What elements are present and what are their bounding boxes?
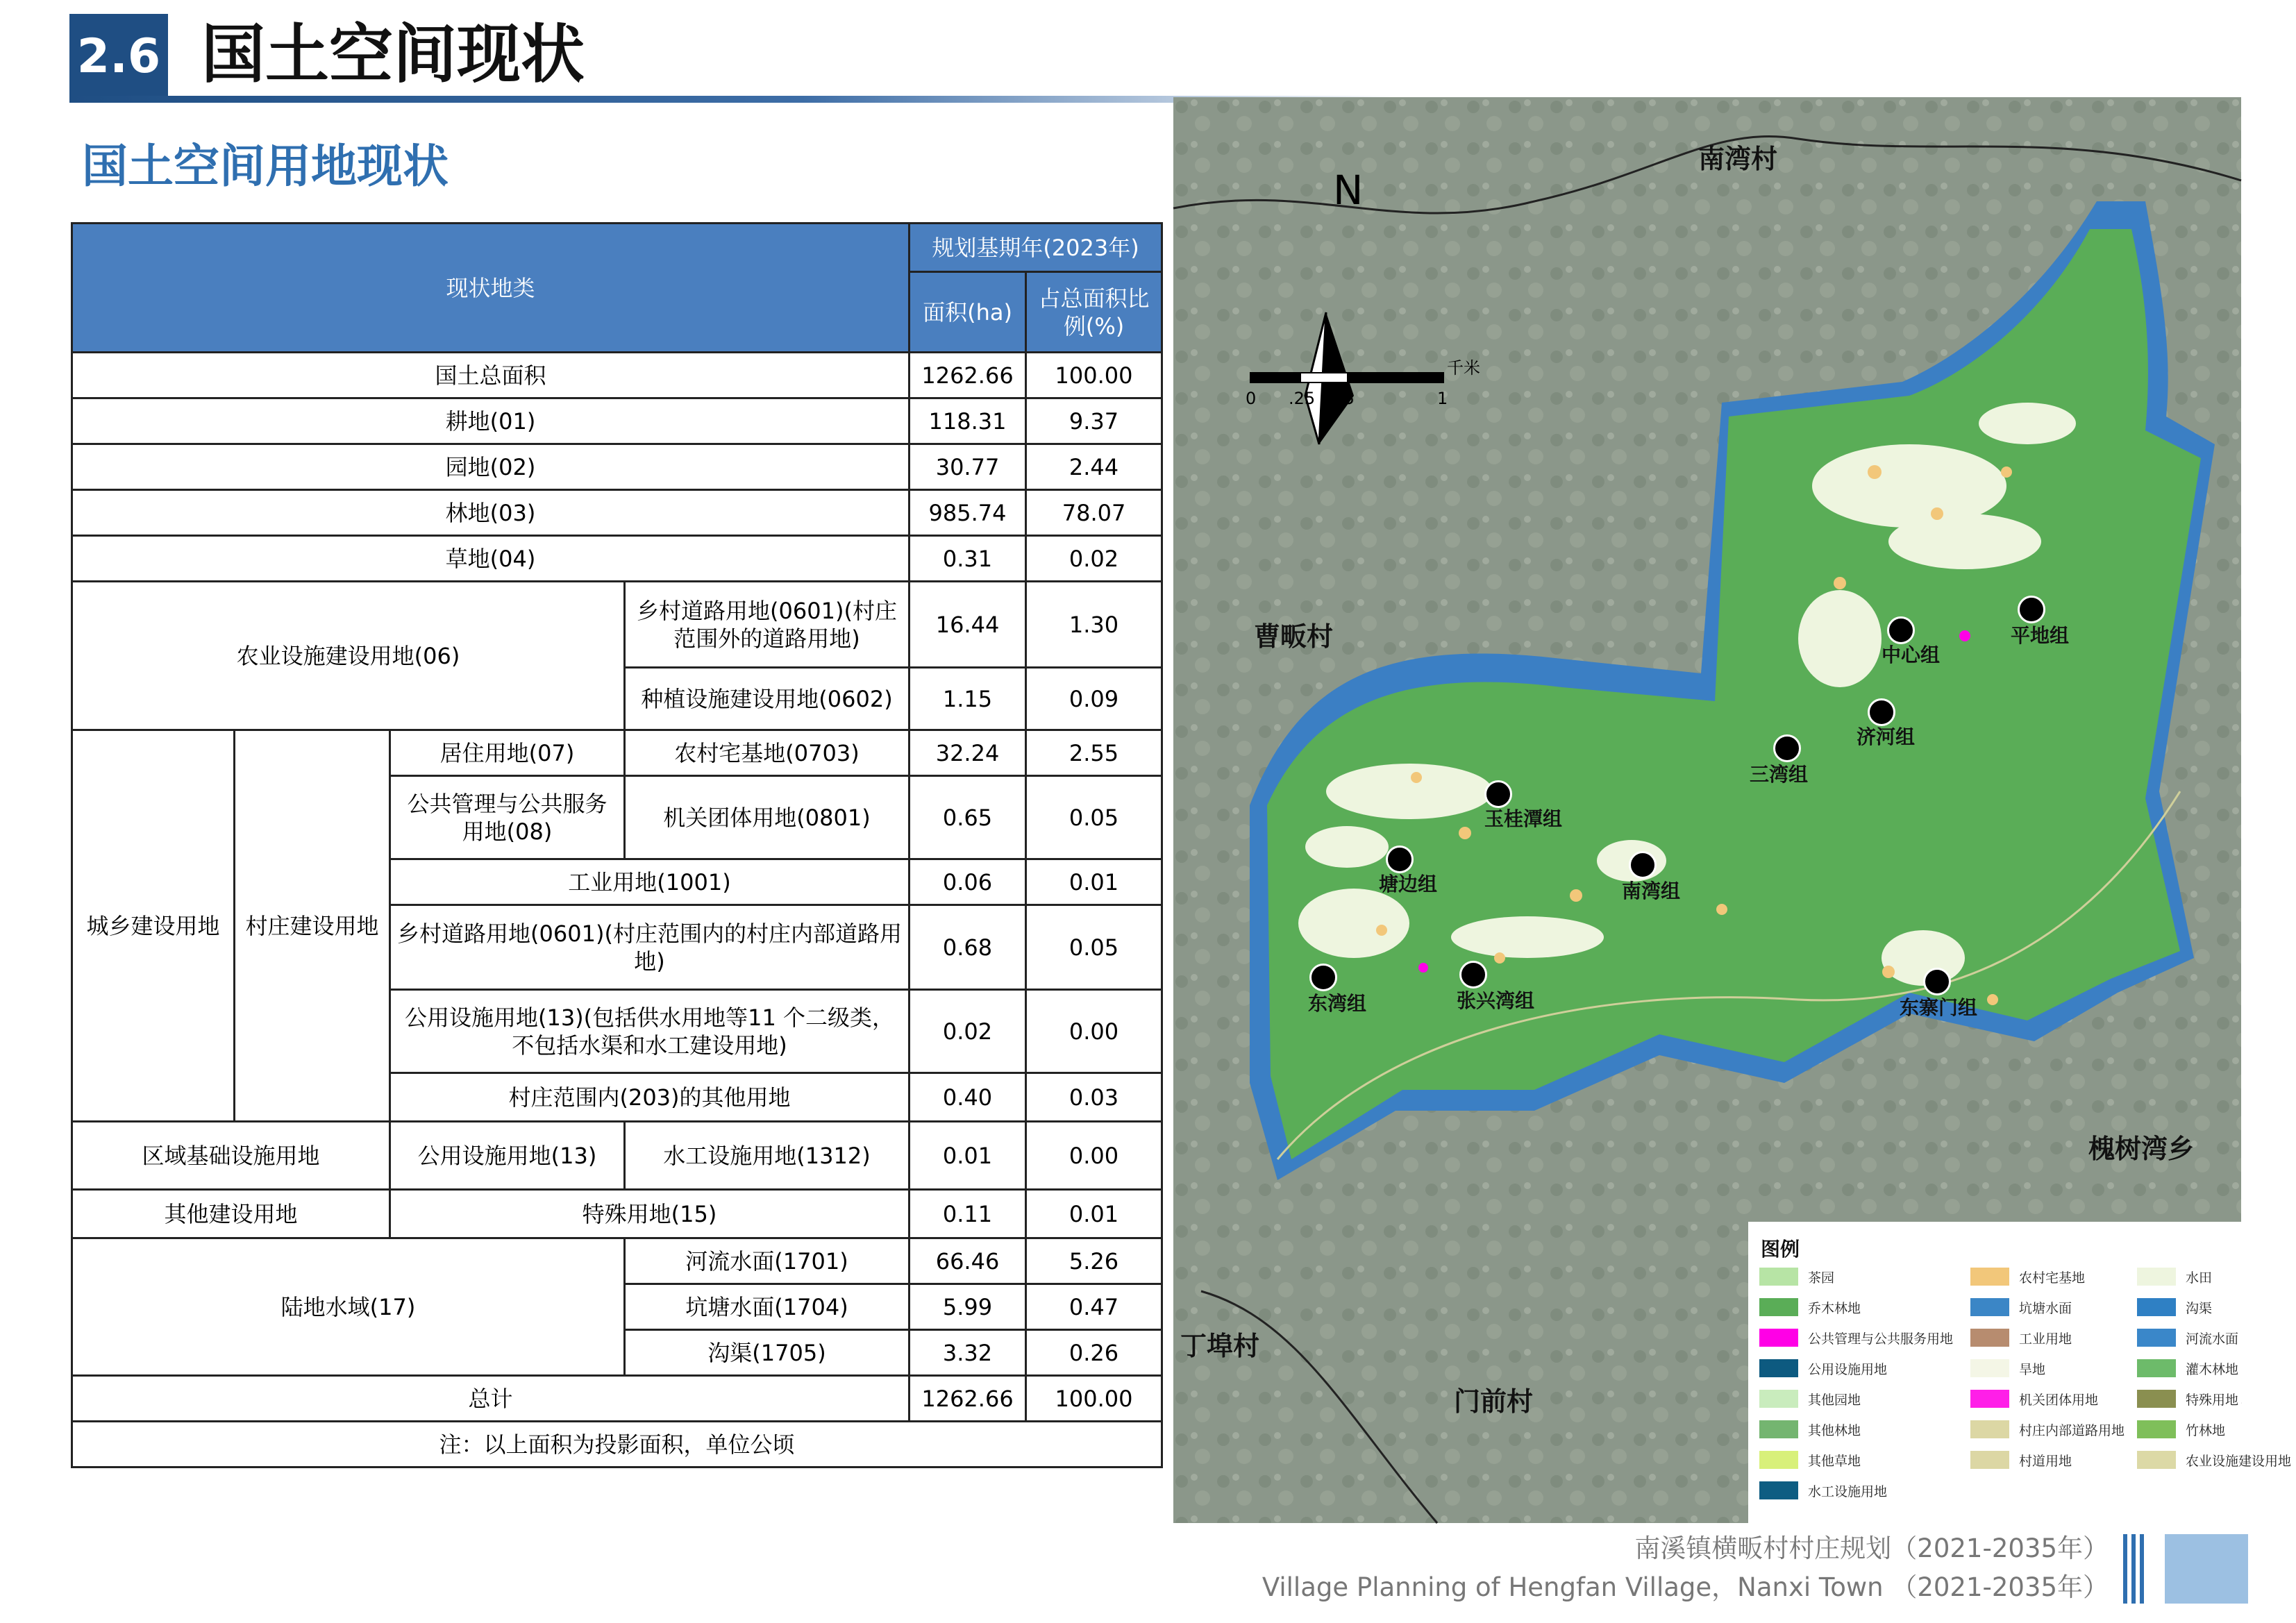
legend-swatch	[2137, 1359, 2176, 1377]
group-marker	[1629, 851, 1657, 879]
table-row: 草地(04) 0.31 0.02	[72, 536, 1162, 582]
scale-segment	[1300, 372, 1348, 383]
legend-label: 村道用地	[2019, 1453, 2072, 1469]
legend-label: 其他草地	[1808, 1453, 1861, 1469]
section-number: 2.6	[69, 14, 168, 99]
public-facility-spot	[1959, 630, 1970, 641]
legend-label: 公共管理与公共服务用地	[1808, 1331, 1954, 1347]
legend-label: 茶园	[1808, 1270, 1835, 1286]
table-row: 种植设施建设用地(0602) 1.15 0.09	[72, 668, 1162, 730]
legend-swatch	[1970, 1420, 2009, 1438]
group-dongwan: 东湾组	[1308, 992, 1367, 1015]
table-row: 公共管理与公共服务用地(08) 机关团体用地(0801) 0.65 0.05	[72, 776, 1162, 859]
legend-item	[1970, 1419, 2125, 1440]
legend-swatch	[1970, 1298, 2009, 1316]
legend-swatch	[1970, 1390, 2009, 1408]
group-yuguitan: 玉桂潭组	[1484, 807, 1563, 830]
table-note: 注：以上面积为投影面积，单位公顷	[72, 1422, 1162, 1468]
legend-item	[1970, 1266, 2085, 1287]
legend-item	[1759, 1266, 1834, 1287]
legend-item	[1759, 1449, 1861, 1470]
footer-color-block	[2165, 1534, 2248, 1604]
table-row: 村庄范围内(203)的其他用地 0.40 0.03	[72, 1073, 1162, 1122]
legend-item	[2137, 1266, 2212, 1287]
legend-swatch	[1759, 1451, 1798, 1469]
water-group: 陆地水域(17)	[72, 1238, 625, 1376]
legend-label: 坑塘水面	[2019, 1300, 2072, 1316]
legend-swatch	[1759, 1298, 1798, 1316]
legend-label: 沟渠	[2186, 1300, 2213, 1316]
public-facility-spot	[1418, 963, 1428, 973]
place-huaishuwan: 槐树湾乡	[2088, 1134, 2195, 1164]
legend-item	[1970, 1327, 2072, 1348]
legend-label: 特殊用地	[2186, 1392, 2239, 1408]
table-row: 沟渠(1705) 3.32 0.26	[72, 1330, 1162, 1376]
table-row: 耕地(01) 118.31 9.37	[72, 398, 1162, 444]
legend-label: 水工设施用地	[1808, 1483, 1888, 1499]
group-marker	[1923, 968, 1951, 995]
group-sanwan: 三湾组	[1750, 763, 1809, 786]
legend-label: 农村宅基地	[2019, 1270, 2086, 1286]
scale-tick: .5	[1339, 389, 1355, 408]
legend-label: 灌木林地	[2186, 1361, 2239, 1377]
place-caofan-village: 曹畈村	[1254, 621, 1334, 652]
legend-swatch	[2137, 1329, 2176, 1347]
footer-decoration	[2123, 1534, 2144, 1604]
group-marker	[1773, 734, 1801, 762]
legend-item	[2137, 1419, 2225, 1440]
header-area: 面积(ha)	[910, 272, 1026, 353]
table-row: 陆地水域(17) 河流水面(1701) 66.46 5.26	[72, 1238, 1162, 1284]
legend-swatch	[1759, 1268, 1798, 1286]
legend-label: 乔木林地	[1808, 1300, 1861, 1316]
legend-label: 工业用地	[2019, 1331, 2072, 1347]
legend-label: 河流水面	[2186, 1331, 2239, 1347]
legend-swatch	[1759, 1329, 1798, 1347]
group-pingdi: 平地组	[2011, 624, 2070, 647]
place-dingbu-village: 丁埠村	[1180, 1331, 1260, 1361]
table-row: 工业用地(1001) 0.06 0.01	[72, 859, 1162, 905]
section-title: 国土空间现状	[201, 17, 585, 92]
legend-label: 竹林地	[2186, 1422, 2226, 1438]
legend-item	[2137, 1388, 2238, 1409]
scale-tick: .25	[1289, 389, 1316, 408]
group-marker	[1309, 964, 1337, 991]
legend-swatch	[2137, 1420, 2176, 1438]
legend-swatch	[1970, 1359, 2009, 1377]
group-dongzhaimen: 东寨门组	[1900, 996, 1978, 1019]
table-row: 林地(03) 985.74 78.07	[72, 490, 1162, 536]
scale-bar	[1246, 358, 1541, 446]
table-row: 其他建设用地 特殊用地(15) 0.11 0.01	[72, 1190, 1162, 1238]
legend-swatch	[2137, 1268, 2176, 1286]
legend-label: 农业设施建设用地	[2186, 1453, 2292, 1469]
legend-label: 水田	[2186, 1270, 2213, 1286]
footer-title-en: Village Planning of Hengfan Village，Nanxi Town （2021-2035年）	[1262, 1572, 2109, 1602]
table-row: 园地(02) 30.77 2.44	[72, 444, 1162, 490]
legend-title: 图例	[1761, 1238, 1800, 1261]
group-tangbian: 塘边组	[1379, 873, 1438, 895]
table-row: 乡村道路用地(0601)(村庄范围内的村庄内部道路用地) 0.68 0.05	[72, 905, 1162, 990]
header-period: 规划基期年(2023年)	[910, 224, 1162, 272]
header-ratio: 占总面积比例(%)	[1026, 272, 1162, 353]
legend-item	[2137, 1449, 2291, 1470]
land-use-map[interactable]	[1173, 97, 2292, 1523]
legend-item	[1970, 1449, 2072, 1470]
legend-item	[1759, 1480, 1887, 1501]
legend-swatch	[2137, 1451, 2176, 1469]
legend-item	[1759, 1358, 1887, 1379]
scale-segment	[1250, 372, 1301, 383]
north-label: N	[1333, 167, 1364, 214]
legend-item	[1970, 1297, 2072, 1318]
table-row: 农业设施建设用地(06) 乡村道路用地(0601)(村庄范围外的道路用地) 16.44 1.30	[72, 582, 1162, 668]
scale-segment	[1347, 372, 1444, 383]
land-use-table	[71, 222, 1163, 1468]
legend-swatch	[2137, 1298, 2176, 1316]
group-nanwan: 南湾组	[1622, 880, 1681, 902]
group-zhangxingwan: 张兴湾组	[1457, 989, 1535, 1012]
legend-item	[2137, 1297, 2212, 1318]
legend-item	[1970, 1358, 2045, 1379]
table-row: 区域基础设施用地 公用设施用地(13) 水工设施用地(1312) 0.01 0.00	[72, 1122, 1162, 1190]
legend-label: 其他林地	[1808, 1422, 1861, 1438]
scale-tick: 1	[1437, 389, 1448, 408]
group-marker	[1459, 961, 1487, 989]
land-use-table-wrap	[71, 222, 1161, 1468]
subtitle: 国土空间用地现状	[82, 140, 449, 193]
table-row-total: 总计 1262.66 100.00	[72, 1376, 1162, 1422]
table-row: 国土总面积 1262.66 100.00	[72, 353, 1162, 398]
place-menqian-village: 门前村	[1454, 1386, 1534, 1417]
legend-item	[1970, 1388, 2098, 1409]
page-header	[0, 0, 2296, 104]
table-row: 城乡建设用地 村庄建设用地 居住用地(07) 农村宅基地(0703) 32.24 2.55	[72, 730, 1162, 776]
legend-swatch	[1970, 1451, 2009, 1469]
legend-swatch	[1759, 1390, 1798, 1408]
legend-label: 村庄内部道路用地	[2019, 1422, 2125, 1438]
legend-swatch	[1970, 1268, 2009, 1286]
legend-swatch	[2137, 1390, 2176, 1408]
table-row: 公用设施用地(13)(包括供水用地等11 个二级类，不包括水渠和水工建设用地) 0.02 0.00	[72, 990, 1162, 1073]
scale-unit: 千米	[1447, 358, 1480, 378]
map-legend	[1748, 1222, 2292, 1523]
legend-label: 其他园地	[1808, 1392, 1861, 1408]
scale-tick: 0	[1246, 389, 1257, 408]
footer-title-cn: 南溪镇横畈村村庄规划（2021-2035年）	[1634, 1533, 2109, 1563]
legend-swatch	[1970, 1329, 2009, 1347]
legend-label: 公用设施用地	[1808, 1361, 1888, 1377]
legend-item	[1759, 1327, 1953, 1348]
legend-swatch	[1759, 1420, 1798, 1438]
group-zhongxin: 中心组	[1882, 644, 1941, 666]
group-jihe: 济河组	[1857, 725, 1916, 748]
legend-label: 旱地	[2019, 1361, 2046, 1377]
legend-item	[1759, 1419, 1861, 1440]
legend-swatch	[1759, 1481, 1798, 1499]
legend-item	[2137, 1358, 2238, 1379]
legend-item	[1759, 1388, 1861, 1409]
legend-label: 机关团体用地	[2019, 1392, 2099, 1408]
agri-group: 农业设施建设用地(06)	[72, 582, 625, 730]
legend-item	[1759, 1297, 1861, 1318]
place-nanwan-village: 南湾村	[1698, 144, 1778, 174]
legend-item	[2137, 1327, 2238, 1348]
group-marker	[2018, 596, 2045, 623]
legend-swatch	[1759, 1359, 1798, 1377]
village-build-group: 村庄建设用地	[235, 730, 390, 1122]
urban-group: 城乡建设用地	[72, 730, 235, 1122]
header-land-type: 现状地类	[72, 224, 910, 353]
table-row: 坑塘水面(1704) 5.99 0.47	[72, 1284, 1162, 1330]
